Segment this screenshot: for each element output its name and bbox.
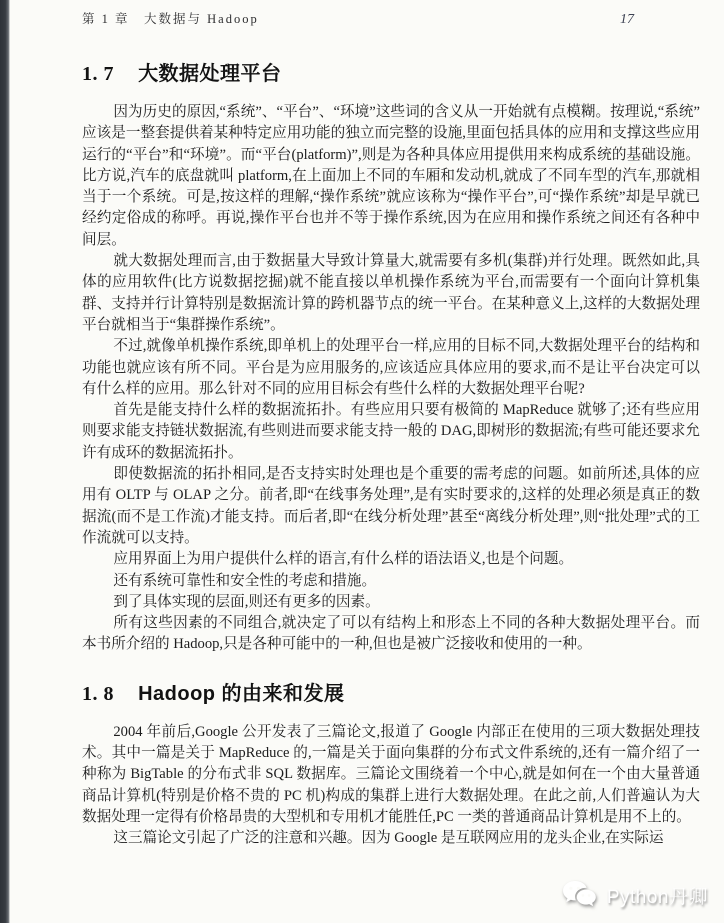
paragraph: 应用界面上为用户提供什么样的语言,有什么样的语法语义,也是个问题。 bbox=[113, 551, 574, 568]
paragraph: 还有系统可靠性和安全性的考虑和措施。 bbox=[113, 572, 377, 589]
page-number: 17 bbox=[620, 12, 634, 27]
wechat-icon bbox=[562, 880, 598, 910]
section-number: 1. 8 bbox=[82, 682, 114, 705]
running-head-chapter-title: 第 1 章 大数据与 Hadoop bbox=[82, 12, 259, 26]
section-heading-1-8 bbox=[82, 677, 700, 706]
section-title: 大数据处理平台 bbox=[138, 63, 282, 85]
paragraph: 就大数据处理而言,由于数据量大导致计算量大,就需要有多机(集群)并行处理。既然如此,具体的应用软件(比方说数据挖掘)就不能直接以单机操作系统为平台,而需要有一个面向计算机集群、支持并行计算特别是数据流计算的跨机器节点的统一平台。在某种意义上,这样的大数据处理平台就相当于“集群操作系统”。 bbox=[82, 253, 700, 333]
section-title: Hadoop 的由来和发展 bbox=[138, 682, 345, 705]
watermark bbox=[562, 880, 708, 910]
section-number: 1. 7 bbox=[82, 63, 114, 85]
section-1-7-body bbox=[82, 102, 700, 656]
book-spine-shadow bbox=[0, 0, 10, 923]
section-heading-1-7 bbox=[82, 57, 700, 86]
paragraph: 即使数据流的拓扑相同,是否支持实时处理也是个重要的需考虑的问题。如前所述,具体的应用有 OLTP 与 OLAP 之分。前者,即“在线事务处理”,是有实时要求的,这样的处理必须是真正的数据流(而不是工作流)才能支持。而后者,即“在线分析处理”甚至“离线分析处理”,则“批处理”式的工作流就可以支持。 bbox=[82, 466, 700, 546]
paragraph: 所有这些因素的不同组合,就决定了可以有结构上和形态上不同的各种大数据处理平台。而本书所介绍的 Hadoop,只是各种可能中的一种,但也是被广泛接收和使用的一种。 bbox=[82, 615, 700, 653]
running-header bbox=[82, 0, 700, 28]
section-1-8-body bbox=[82, 722, 700, 850]
paragraph: 不过,就像单机操作系统,即单机上的处理平台一样,应用的目标不同,大数据处理平台的结构和功能也就应该有所不同。平台是为应用服务的,应该适应具体应用的要求,而不是让平台决定可以有什么样的应用。那么针对不同的应用目标会有些什么样的大数据处理平台呢? bbox=[82, 338, 700, 397]
paragraph: 首先是能支持什么样的数据流拓扑。有些应用只要有极简的 MapReduce 就够了;还有些应用则要求能支持链状数据流,有些则进而要求能支持一般的 DAG,即树形的数据流;有些可能还要求允许有成环的数据流拓扑。 bbox=[82, 402, 700, 461]
paragraph: 这三篇论文引起了广泛的注意和兴趣。因为 Google 是互联网应用的龙头企业,在实际运 bbox=[113, 830, 664, 847]
paragraph: 因为历史的原因,“系统”、“平台”、“环境”这些词的含义从一开始就有点模糊。按理说,“系统”应该是一整套提供着某种特定应用功能的独立而完整的设施,里面包括具体的应用和支撑这些应用运行的“平台”和“环境”。而“平台(platform)”,则是为各种具体应用提供用来构成系统的基础设施。比方说,汽车的底盘就叫 platform,在上面加上不同的车厢和发动机,就成了不同车型的汽车,那就相当于一个系统。可是,按这样的理解,“操作系统”就应该称为“操作平台”,可“操作系统”却是早就已经约定俗成的称呼。再说,操作平台也并不等于操作系统,因为在应用和操作系统之间还有各种中间层。 bbox=[82, 104, 700, 248]
paragraph: 2004 年前后,Google 公开发表了三篇论文,报道了 Google 内部正在使用的三项大数据处理技术。其中一篇是关于 MapReduce 的,一篇是关于面向集群的分布式文件系统的,还有一篇介绍了一种称为 BigTable 的分布式非 SQL 数据库。三篇论文围绕着一个中心,就是如何在一个由大量普通商品计算机(特别是价格不贵的 PC 机)构成的集群上进行大数据处理。在此之前,人们普遍认为大数据处理一定得有价格昂贵的大型机和专用机才能胜任,PC 一类的普通商品计算机是用不上的。 bbox=[82, 723, 700, 825]
paragraph: 到了具体实现的层面,则还有更多的因素。 bbox=[113, 593, 380, 610]
watermark-label: Python丹卿 bbox=[606, 886, 708, 908]
page-content bbox=[82, 0, 700, 850]
